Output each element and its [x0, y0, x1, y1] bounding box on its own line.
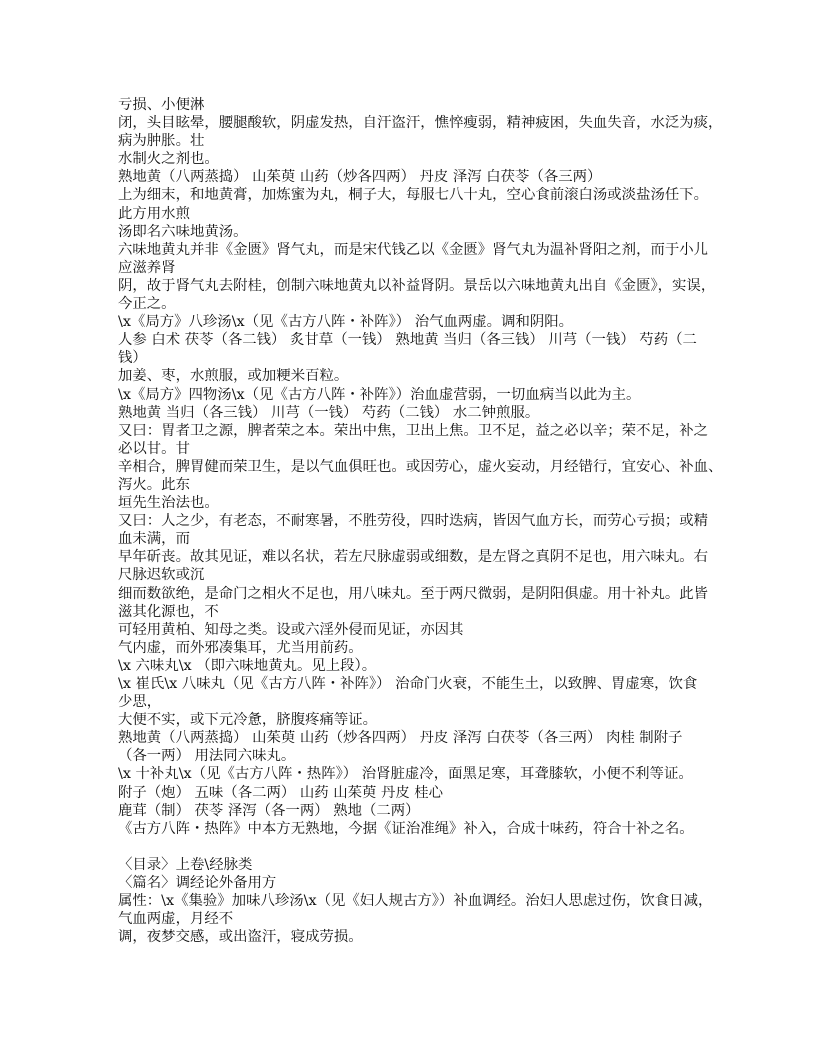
- text-line: 血未满，而: [118, 531, 190, 548]
- text-line: 可轻用黄柏、知母之类。设或六淫外侵而见证，亦因其: [118, 621, 464, 638]
- text-line: 鹿茸（制） 茯苓 泽泻（各一两） 熟地（二两）: [118, 802, 420, 819]
- text-line: 〈目录〉上卷\经脉类: [118, 856, 253, 873]
- text-line: \x 崔氏\x 八味丸（见《古方八阵・补阵》） 治命门火衰，不能生土，以致脾、胃虚寒，饮食: [118, 676, 698, 692]
- text-line: 气血两虚，月经不: [118, 911, 234, 928]
- text-line: 钱）: [118, 350, 147, 367]
- text-line: 又曰：人之少，有老态，不耐寒暑，不胜劳役，四时迭病，皆因气血方长，而劳心亏损；或精: [118, 513, 709, 530]
- text-line: 气内虚，而外邪凑集耳，尤当用前药。: [118, 639, 363, 656]
- document-page: [118, 96, 723, 946]
- text-line: 此方用水煎: [118, 205, 190, 222]
- text-line: 尺脉迟软或沉: [118, 567, 205, 584]
- text-line: 又曰：胃者卫之源，脾者荣之本。荣出中焦，卫出上焦。卫不足，益之必以辛；荣不足，补之: [118, 422, 709, 439]
- text-line: （各一两） 用法同六味丸。: [118, 748, 296, 765]
- text-line: 熟地黄 当归（各三钱） 川芎（一钱） 芍药（二钱） 水二钟煎服。: [118, 404, 540, 421]
- text-line: 泻火。此东: [118, 476, 190, 493]
- text-line: 人参 白术 茯苓（各二钱） 炙甘草（一钱） 熟地黄 当归（各三钱） 川芎（一钱） 芍药（二: [118, 332, 697, 349]
- text-line: \x 六味丸\x （即六味地黄丸。见上段）。: [118, 657, 377, 674]
- text-line: 水制火之剂也。: [118, 151, 219, 168]
- text-line: 应滋养肾: [118, 259, 176, 276]
- text-line: 病为肿胀。壮: [118, 133, 205, 150]
- text-line: 《古方八阵・热阵》中本方无熟地，今据《证治准绳》补入，合成十味药，符合十补之名。: [118, 820, 694, 837]
- text-line: 早年斫丧。故其见证，难以名状，若左尺脉虚弱或细数，是左肾之真阴不足也，用六味丸。右: [118, 549, 709, 566]
- text-line: 滋其化源也，不: [118, 603, 219, 620]
- text-line: \x《局方》四物汤\x（见《古方八阵・补阵》）治血虚营弱，一切血病当以此为主。: [118, 386, 641, 403]
- text-line: 〈篇名〉调经论外备用方: [118, 875, 277, 892]
- text-line: 辛相合，脾胃健而荣卫生，是以气血俱旺也。或因劳心，虚火妄动，月经错行，宜安心、补血、: [118, 458, 723, 475]
- text-line: 上为细末，和地黄膏，加炼蜜为丸，桐子大，每服七八十丸，空心食前滚白汤或淡盐汤任下。: [118, 187, 709, 204]
- text-line: 垣先生治法也。: [118, 495, 219, 512]
- text-line: \x 十补丸\x（见《古方八阵・热阵》） 治肾脏虚冷，面黑足寒，耳聋膝软，小便不利等证。: [118, 766, 693, 783]
- text-line: 必以甘。甘: [118, 440, 190, 457]
- text-line: 加姜、枣，水煎服，或加粳米百粒。: [118, 368, 349, 385]
- text-line: 少思，: [118, 694, 162, 711]
- text-line: 熟地黄（八两蒸捣） 山茱萸 山药（炒各四两） 丹皮 泽泻 白茯苓（各三两） 肉桂 制附子: [118, 730, 683, 747]
- text-line: 细而数欲绝，是命门之相火不足也，用八味丸。至于两尺微弱，是阴阳俱虚。用十补丸。此皆: [118, 585, 709, 602]
- text-line: 附子（炮） 五味（各二两） 山药 山茱萸 丹皮 桂心: [118, 784, 444, 801]
- text-line: 大便不实，或下元冷惫，脐腹疼痛等证。: [118, 712, 378, 729]
- text-line: \x《局方》八珍汤\x（见《古方八阵・补阵》） 治气血两虚。调和阴阳。: [118, 314, 574, 331]
- text-line: 汤即名六味地黄汤。: [118, 223, 248, 240]
- text-line: [118, 838, 718, 856]
- text-line: 属性：\x《集验》加味八珍汤\x（见《妇人规古方》）补血调经。治妇人思虑过伤，饮食日减，: [118, 893, 713, 910]
- text-line: 阴，故于肾气丸去附桂，创制六味地黄丸以补益肾阴。景岳以六味地黄丸出自《金匮》，实误，: [118, 277, 716, 294]
- text-line: 调，夜梦交感，或出盗汗，寝成劳损。: [118, 929, 363, 946]
- text-line: 熟地黄（八两蒸捣） 山茱萸 山药（炒各四两） 丹皮 泽泻 白茯苓（各三两）: [118, 169, 602, 186]
- text-line: 今正之。: [118, 296, 176, 313]
- text-line: 亏损、小便淋: [118, 97, 205, 113]
- text-line: 六味地黄丸并非《金匮》肾气丸，而是宋代钱乙以《金匮》肾气丸为温补肾阳之剂，而于小儿: [118, 241, 709, 258]
- text-line: 闭，头目眩晕，腰腿酸软，阴虚发热，自汗盗汗，憔悴瘦弱，精神疲困，失血失音，水泛为痰，: [118, 115, 723, 132]
